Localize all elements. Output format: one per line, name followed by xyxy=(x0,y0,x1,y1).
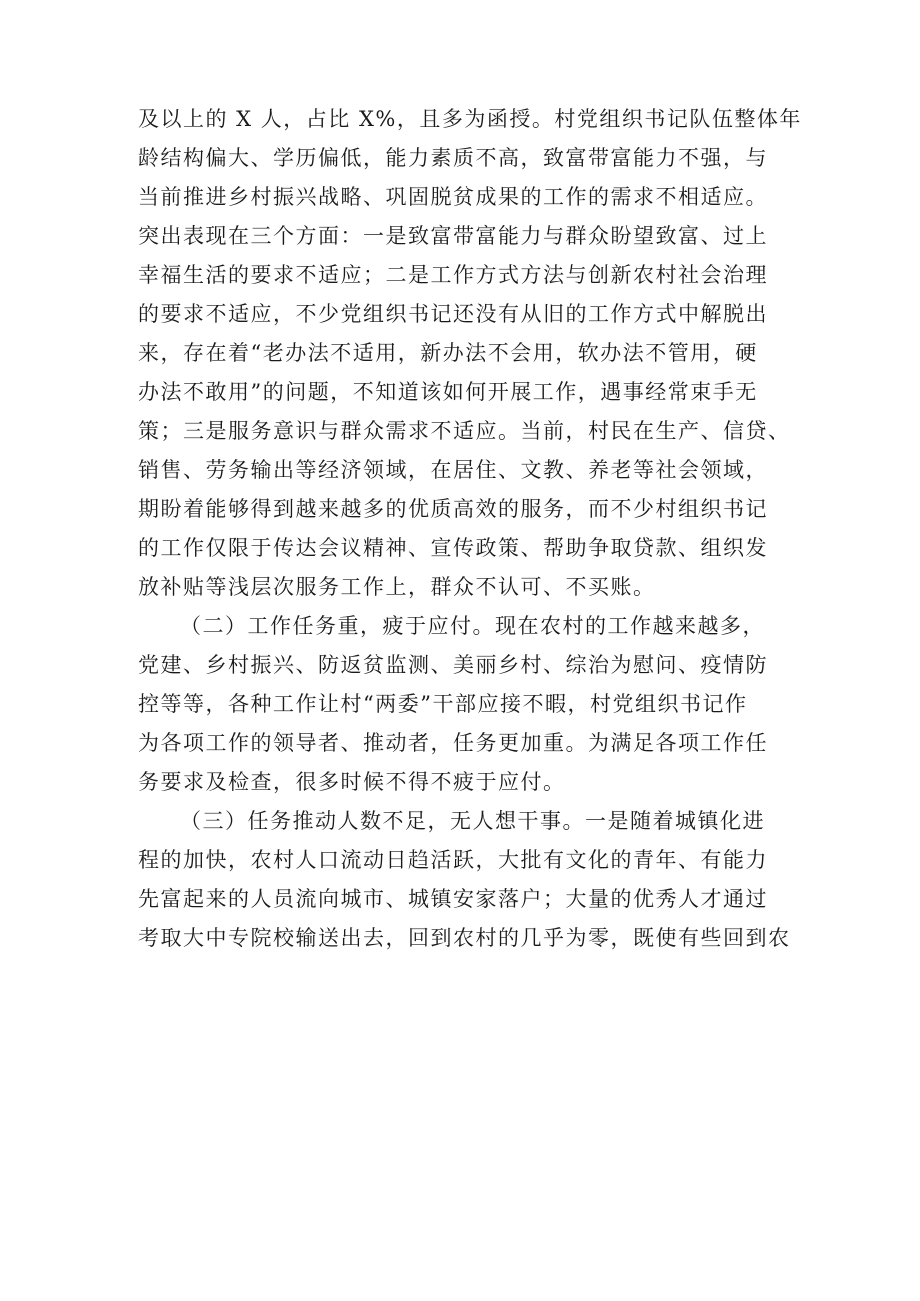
text-line: 考取大中专院校输送出去，回到农村的几乎为零，既使有些回到农 xyxy=(138,926,791,950)
paragraph-heading-line: （二）工作任务重，疲于应付。现在农村的工作越来越多， xyxy=(180,614,765,638)
text-line: 控等等，各种工作让村“两委”干部应接不暇，村党组织书记作 xyxy=(138,692,748,716)
text-line: 及以上的 X 人，占比 X%，且多为函授。村党组织书记队伍整体年 xyxy=(138,107,802,131)
text-line: 的工作仅限于传达会议精神、宣传政策、帮助争取贷款、组织发 xyxy=(138,536,768,560)
text-line: 龄结构偏大、学历偏低，能力素质不高，致富带富能力不强，与 xyxy=(138,146,768,170)
text-line: 为各项工作的领导者、推动者，任务更加重。为满足各项工作任 xyxy=(138,731,768,755)
document-body xyxy=(138,100,818,958)
text-line: 销售、劳务输出等经济领域，在居住、文教、养老等社会领域， xyxy=(138,458,768,482)
text-line: 放补贴等浅层次服务工作上，群众不认可、不买账。 xyxy=(138,575,656,599)
text-line: 当前推进乡村振兴战略、巩固脱贫成果的工作的需求不相适应。 xyxy=(138,185,768,209)
text-line: 幸福生活的要求不适应；二是工作方式方法与创新农村社会治理 xyxy=(138,263,768,287)
text-line: 办法不敢用”的问题，不知道该如何开展工作，遇事经常束手无 xyxy=(138,380,758,404)
text-line: 策；三是服务意识与群众需求不适应。当前，村民在生产、信贷、 xyxy=(138,419,791,443)
text-line: 务要求及检查，很多时候不得不疲于应付。 xyxy=(138,770,566,794)
text-line: 的要求不适应，不少党组织书记还没有从旧的工作方式中解脱出 xyxy=(138,302,768,326)
paragraph-1 xyxy=(138,100,818,607)
text-line: 先富起来的人员流向城市、城镇安家落户；大量的优秀人才通过 xyxy=(138,887,768,911)
paragraph-2 xyxy=(138,607,818,802)
text-line: 期盼着能够得到越来越多的优质高效的服务，而不少村组织书记 xyxy=(138,497,768,521)
text-line: 突出表现在三个方面：一是致富带富能力与群众盼望致富、过上 xyxy=(138,224,768,248)
paragraph-heading-line: （三）任务推动人数不足，无人想干事。一是随着城镇化进 xyxy=(180,809,765,833)
text-line: 党建、乡村振兴、防返贫监测、美丽乡村、综治为慰问、疫情防 xyxy=(138,653,768,677)
text-line: 来，存在着“老办法不适用，新办法不会用，软办法不管用，硬 xyxy=(138,341,758,365)
text-line: 程的加快，农村人口流动日趋活跃，大批有文化的青年、有能力 xyxy=(138,848,768,872)
paragraph-3 xyxy=(138,802,818,958)
